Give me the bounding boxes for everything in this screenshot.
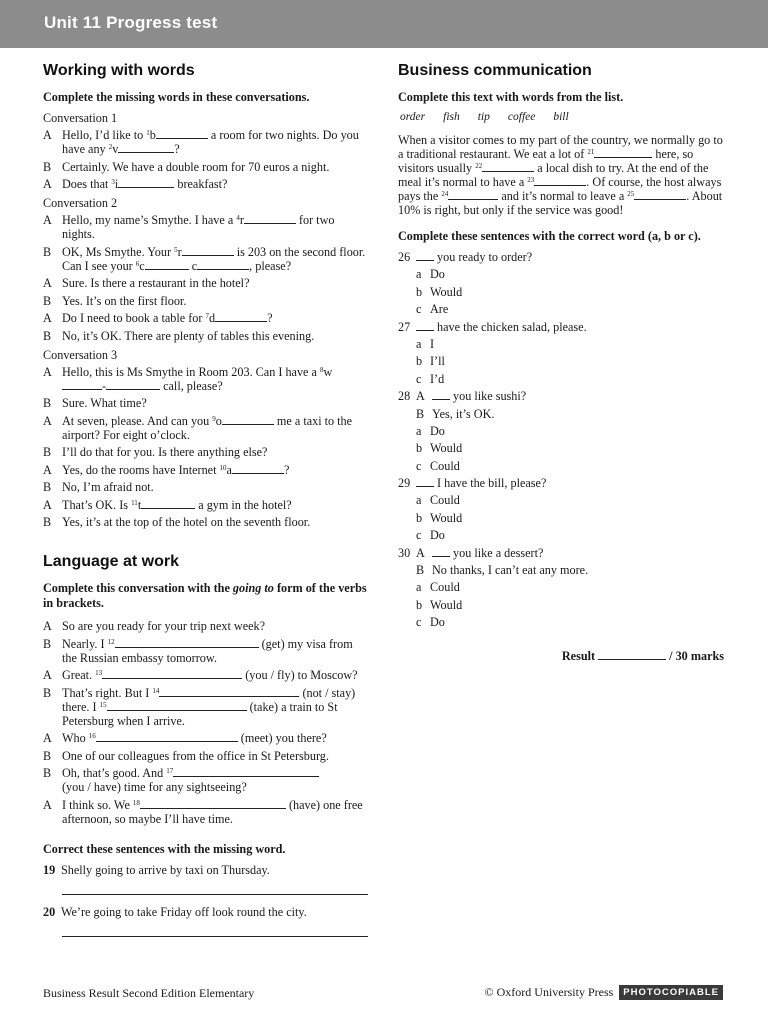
option[interactable]: a Could	[416, 493, 460, 508]
answer-blank[interactable]	[173, 766, 319, 777]
option[interactable]: a Could	[416, 580, 460, 595]
option[interactable]: a I	[416, 336, 435, 351]
dialogue-line: B No, it’s OK. There are plenty of tables this evening.	[43, 328, 315, 343]
dialogue-line: B Sure. What time?	[43, 396, 147, 410]
question-26: 26 you ready to order?	[398, 250, 533, 264]
option[interactable]: c Are	[416, 302, 449, 317]
dialogue-line: A That’s OK. Is $^{11}$t a gym in the hotel?	[43, 497, 292, 512]
dialogue-line: B Yes. It’s on the first floor.	[43, 293, 187, 308]
answer-blank[interactable]	[215, 311, 267, 322]
dialogue-line: A Hello, I’d like to $^1$b a room for two nights. Do you have any $^2$v ?	[43, 128, 359, 156]
instruction: Complete this text with words from the list.	[398, 90, 624, 104]
answer-blank[interactable]	[118, 142, 174, 153]
dialogue-line: B I’ll do that for you. Is there anything else?	[43, 445, 268, 459]
dialogue-line: B Yes, it’s at the top of the hotel on the seventh floor.	[43, 515, 311, 529]
dialogue-line: A Sure. Is there a restaurant in the hotel?	[43, 276, 250, 290]
option[interactable]: b I’ll	[416, 354, 445, 369]
answer-blank[interactable]	[140, 798, 286, 809]
page-title: Unit 11 Progress test	[44, 13, 218, 32]
dialogue-line: A Yes, do the rooms have Internet $^{10}$a ?	[43, 462, 290, 477]
option[interactable]: b Would	[416, 441, 463, 456]
answer-line[interactable]	[62, 880, 368, 895]
dialogue-line: B Yes, it’s OK.	[416, 406, 495, 421]
answer-blank[interactable]	[222, 414, 274, 425]
dialogue-line: A Hello, my name’s Smythe. I have a $^4$r for two nights.	[43, 213, 335, 241]
result-score: Result / 30 marks	[561, 649, 724, 664]
option[interactable]: b Would	[416, 510, 463, 525]
header-bar	[0, 0, 768, 48]
dialogue-line: B OK, Ms Smythe. Your $^5$r is 203 on the second floor. Can I see your $^6$c c , please?	[43, 244, 366, 273]
footer-publisher: © Oxford University Press PHOTOCOPIABLE	[485, 985, 723, 1000]
word-item: fish	[443, 111, 460, 123]
word-list	[400, 111, 724, 123]
answer-blank[interactable]	[156, 128, 208, 139]
dialogue-line: B Oh, that’s good. And $^{17}$ (you / have) time for any sightseeing?	[43, 766, 369, 794]
dialogue-line: A Does that $^3$i breakfast?	[43, 177, 228, 191]
answer-blank[interactable]	[244, 213, 296, 224]
dialogue-line: B Certainly. We have a double room for 70 euros a night.	[43, 159, 330, 174]
instruction: Complete this conversation with the going to form of the verbs in brackets.	[43, 581, 367, 610]
word-item: coffee	[507, 111, 536, 123]
answer-blank[interactable]	[102, 668, 242, 679]
option[interactable]: c Do	[416, 528, 445, 543]
conversation-title: Conversation 3	[43, 347, 118, 362]
conversation-title: Conversation 2	[43, 196, 118, 210]
right-column	[398, 62, 724, 664]
answer-blank[interactable]	[534, 175, 586, 186]
dialogue-line: B That’s right. But I $^{14}$ (not / stay) there. I $^{15}$ (take) a train to St Petersburg when I arrive.	[43, 685, 356, 728]
answer-blank[interactable]	[448, 189, 498, 200]
dialogue-line: A Do I need to book a table for $^7$d ?	[43, 311, 273, 325]
answer-blank[interactable]	[141, 498, 195, 509]
option[interactable]: c Do	[416, 615, 445, 630]
answer-blank[interactable]	[182, 245, 234, 256]
word-item: order	[400, 111, 426, 123]
option[interactable]: b Would	[416, 284, 463, 299]
answer-blank[interactable]	[96, 731, 238, 742]
section-heading-business-communication: Business communication	[398, 62, 592, 79]
dialogue-line: B No, I’m afraid not.	[43, 480, 154, 494]
dialogue-line: A I think so. We $^{18}$ (have) one free afternoon, so maybe I’ll have time.	[43, 797, 363, 826]
option[interactable]: b Would	[416, 597, 463, 612]
answer-blank[interactable]	[594, 147, 652, 158]
dialogue-line: A At seven, please. And can you $^9$o me a taxi to the airport? For eight o’clock.	[43, 413, 353, 442]
footer-book-title: Business Result Second Edition Elementary	[43, 986, 255, 1000]
answer-blank[interactable]	[118, 177, 174, 188]
dialogue-line: A Great. $^{13}$ (you / fly) to Moscow?	[43, 668, 358, 682]
question-20: 20 We’re going to take Friday off look round the city.	[43, 904, 307, 919]
photocopiable-badge: PHOTOCOPIABLE	[619, 985, 723, 1000]
word-item: tip	[477, 111, 490, 123]
section-heading-language-at-work: Language at work	[43, 553, 180, 570]
answer-blank[interactable]	[634, 189, 686, 200]
question-30: 30 A you like a dessert?	[398, 545, 544, 560]
answer-blank[interactable]	[145, 259, 189, 270]
question-27: 27 have the chicken salad, please.	[398, 319, 587, 334]
question-28: 28 A you like sushi?	[398, 389, 527, 404]
instruction: Complete the missing words in these conversations.	[43, 90, 310, 104]
score-blank[interactable]	[598, 649, 666, 660]
word-item: bill	[553, 111, 569, 123]
option[interactable]: a Do	[416, 267, 445, 282]
answer-blank[interactable]	[482, 161, 534, 172]
dialogue-line: B No thanks, I can’t eat any more.	[416, 563, 589, 578]
answer-blank[interactable]	[107, 700, 247, 711]
answer-blank[interactable]	[106, 379, 160, 390]
section-heading-working-with-words: Working with words	[43, 62, 195, 79]
option[interactable]: c Could	[416, 458, 460, 473]
answer-line[interactable]	[62, 922, 368, 937]
instruction: Complete these sentences with the correct word (a, b or c).	[398, 229, 701, 243]
answer-blank[interactable]	[232, 463, 284, 474]
question-19: 19 Shelly going to arrive by taxi on Thursday.	[43, 862, 270, 877]
answer-blank[interactable]	[62, 379, 102, 390]
dialogue-line: A Who $^{16}$ (meet) you there?	[43, 731, 327, 745]
dialogue-line: B One of our colleagues from the office in St Petersburg.	[43, 748, 329, 763]
conversation-title: Conversation 1	[43, 111, 118, 125]
gap-fill-text: When a visitor comes to my part of the country, we normally go to a traditional restaurant. We eat a lot of $^{21}$ here, so visitors usually $^{22}$ a local dish to try. At the end of the meal it’s normal to have a $^{23}$ . Of course, the host always pays the $^{24}$ and it’s normal to leave a $^{25}$ . About 10% is right, but only if the service was good!	[398, 133, 723, 217]
option[interactable]: c I’d	[416, 371, 445, 386]
answer-blank[interactable]	[115, 637, 259, 648]
dialogue-line: B Nearly. I $^{12}$ (get) my visa from the Russian embassy tomorrow.	[43, 636, 353, 665]
answer-blank[interactable]	[159, 686, 299, 697]
dialogue-line: A Hello, this is Ms Smythe in Room 203. Can I have a $^8$w- call, please?	[43, 364, 333, 393]
question-29: 29 I have the bill, please?	[398, 476, 547, 491]
instruction: Correct these sentences with the missing word.	[43, 841, 286, 856]
dialogue-line: A So are you ready for your trip next week?	[43, 619, 266, 633]
left-column	[43, 62, 369, 947]
option[interactable]: a Do	[416, 423, 445, 438]
answer-blank[interactable]	[197, 259, 249, 270]
